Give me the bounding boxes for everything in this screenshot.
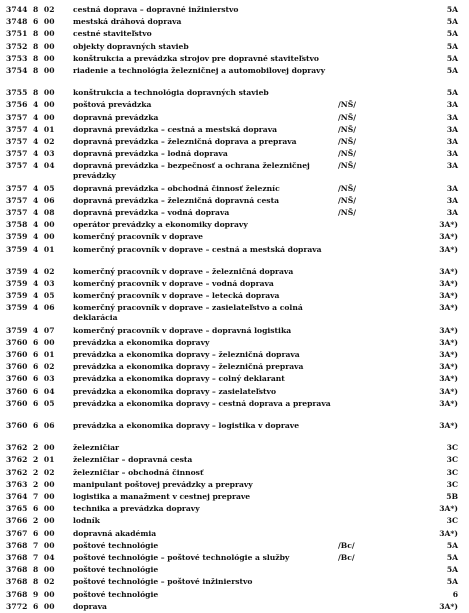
row-code: 3757 4 04 (6, 161, 55, 171)
table-row (0, 576, 469, 588)
row-category: 3A (446, 112, 458, 122)
row-name: komerčný pracovník v doprave – dopravná logistika (73, 325, 292, 335)
row-code: 3756 4 00 (6, 100, 55, 110)
row-category: 3C (446, 443, 458, 453)
row-code: 3757 4 00 (6, 112, 55, 122)
row-name: operátor prevádzky a ekonomiky dopravy (73, 220, 248, 230)
row-code: 3765 6 00 (6, 504, 55, 514)
table-row (0, 112, 469, 124)
row-name: poštové technológie (73, 565, 159, 575)
table-row (0, 28, 469, 40)
row-code: 3759 4 07 (6, 325, 55, 335)
table-row (0, 266, 469, 278)
row-note: /NŠ/ (338, 137, 356, 146)
row-code: 3744 8 02 (6, 5, 55, 14)
row-code: 3751 8 00 (6, 29, 55, 39)
table-row (0, 302, 469, 324)
table-row (0, 515, 469, 527)
table-row (0, 231, 469, 243)
table-row (0, 16, 469, 28)
row-name: konštrukcia a technológia dopravných stavieb (73, 88, 269, 98)
row-code: 3757 4 05 (6, 183, 55, 193)
row-category: 3A (446, 183, 458, 193)
row-code: 3760 6 00 (6, 337, 55, 347)
row-code: 3759 4 06 (6, 303, 55, 313)
row-category: 5A (446, 41, 458, 51)
row-name: cestná doprava – dopravné inžinierstvo (73, 5, 239, 14)
row-code: 3753 8 00 (6, 53, 55, 63)
table-row (0, 244, 469, 266)
row-code: 3760 6 06 (6, 421, 55, 430)
row-code: 3766 2 00 (6, 516, 55, 526)
table-row (0, 41, 469, 53)
row-name: dopravná prevádzka – obchodná činnosť železníc (73, 183, 280, 193)
table-row (0, 528, 469, 540)
table-row (0, 491, 469, 503)
row-category: 3A*) (439, 232, 458, 242)
table-row (0, 386, 469, 398)
row-note: /NŠ/ (338, 208, 356, 217)
row-category: 3A (446, 195, 458, 205)
table-row (0, 325, 469, 337)
row-code: 3759 4 01 (6, 244, 55, 254)
row-code: 3752 8 00 (6, 41, 55, 51)
row-category: 3A (446, 149, 458, 159)
row-name: dopravná prevádzka – železničná dopravná cesta (73, 195, 280, 205)
row-name: dopravná prevádzka (73, 112, 159, 122)
row-name: prevádzka a ekonomika dopravy – železničná doprava (73, 350, 300, 359)
row-code: 3754 8 00 (6, 66, 55, 75)
row-code: 3758 4 00 (6, 220, 55, 230)
row-code: 3764 7 00 (6, 492, 55, 501)
row-code: 3768 9 00 (6, 589, 55, 599)
row-code: 3772 6 00 (6, 601, 55, 611)
row-code: 3759 4 02 (6, 266, 55, 276)
table-row (0, 564, 469, 576)
row-code: 3762 2 00 (6, 443, 55, 453)
row-code: 3760 6 03 (6, 374, 55, 384)
table-row (0, 349, 469, 361)
row-category: 3A*) (439, 266, 458, 276)
row-category: 5A (446, 577, 458, 587)
row-code: 3760 6 01 (6, 350, 55, 359)
row-name: technika a prevádzka dopravy (73, 504, 200, 514)
row-code: 3759 4 05 (6, 291, 55, 301)
row-note: /NŠ/ (338, 161, 356, 171)
row-name: objekty dopravných stavieb (73, 41, 189, 51)
row-name: dopravná prevádzka – bezpečnosť a ochrana železničnej prevádzky (73, 161, 310, 180)
row-code: 3763 2 00 (6, 479, 55, 489)
row-code: 3759 4 00 (6, 232, 55, 242)
row-note: /NŠ/ (338, 195, 356, 205)
row-code: 3757 4 03 (6, 149, 55, 159)
row-category: 3C (446, 467, 458, 477)
row-note: /NŠ/ (338, 100, 356, 110)
row-category: 5A (446, 29, 458, 39)
row-category: 3C (446, 516, 458, 526)
row-name: prevádzka a ekonomika dopravy – zasielateľstvo (73, 386, 277, 396)
row-category: 3A*) (439, 362, 458, 372)
row-name: prevádzka a ekonomika dopravy – logistika v doprave (73, 421, 300, 430)
table-row (0, 124, 469, 136)
row-category: 3A*) (439, 325, 458, 335)
table-row (0, 183, 469, 195)
table-row (0, 278, 469, 290)
row-code: 3760 6 05 (6, 398, 55, 408)
table-row (0, 87, 469, 99)
table-row (0, 65, 469, 87)
row-name: komerčný pracovník v doprave – letecká doprava (73, 291, 280, 301)
table-row (0, 195, 469, 207)
table-row (0, 4, 469, 16)
row-category: 3A*) (439, 350, 458, 359)
row-category: 3A*) (439, 374, 458, 384)
row-category: 5A (446, 565, 458, 575)
row-name: prevádzka a ekonomika dopravy – colný deklarant (73, 374, 285, 384)
row-category: 3A (446, 161, 458, 171)
row-category: 3A (446, 124, 458, 134)
table-row (0, 290, 469, 302)
row-name: prevádzka a ekonomika dopravy – cestná doprava a preprava (73, 398, 331, 408)
table-row (0, 420, 469, 442)
row-name: doprava (73, 601, 107, 611)
table-row (0, 207, 469, 219)
row-category: 5A (446, 17, 458, 27)
table-row (0, 552, 469, 564)
table-row (0, 398, 469, 420)
row-code: 3757 4 08 (6, 208, 55, 217)
table-row (0, 540, 469, 552)
row-code: 3757 4 01 (6, 124, 55, 134)
row-code: 3768 8 02 (6, 577, 55, 587)
row-note: /NŠ/ (338, 124, 356, 134)
row-code: 3760 6 04 (6, 386, 55, 396)
row-category: 3A*) (439, 398, 458, 408)
row-category: 5A (446, 553, 458, 562)
row-name: dopravná akadémia (73, 528, 157, 538)
row-category: 3A*) (439, 528, 458, 538)
row-code: 3768 7 04 (6, 553, 55, 562)
row-note: /Bc/ (338, 553, 355, 562)
row-code: 3760 6 02 (6, 362, 55, 372)
row-note: /NŠ/ (338, 112, 356, 122)
row-category: 3A*) (439, 337, 458, 347)
table-row (0, 373, 469, 385)
row-name: poštové technológie – poštové inžinierstvo (73, 577, 253, 587)
table-row (0, 99, 469, 111)
row-name: dopravná prevádzka – vodná doprava (73, 208, 230, 217)
row-name: poštové technológie (73, 540, 159, 550)
row-category: 5A (446, 88, 458, 98)
row-name: dopravná prevádzka – cestná a mestská doprava (73, 124, 278, 134)
row-code: 3762 2 01 (6, 455, 55, 465)
row-note: /NŠ/ (338, 183, 356, 193)
row-code: 3757 4 02 (6, 137, 55, 146)
row-category: 5A (446, 5, 458, 14)
row-name: dopravná prevádzka – železničná doprava a preprava (73, 137, 297, 146)
row-category: 3C (446, 455, 458, 465)
row-code: 3748 6 00 (6, 17, 55, 27)
row-name: komerčný pracovník v doprave (73, 232, 203, 242)
row-name: železničiar – obchodná činnosť (73, 467, 204, 477)
table-row (0, 589, 469, 601)
row-name: prevádzka a ekonomika dopravy – železničná preprava (73, 362, 304, 372)
row-category: 6 (452, 589, 458, 599)
row-category: 3A*) (439, 291, 458, 301)
table-row (0, 467, 469, 479)
row-name: konštrukcia a prevádzka strojov pre dopravné staviteľstvo (73, 53, 319, 63)
row-name: poštové technológie (73, 589, 159, 599)
row-category: 3A (446, 208, 458, 217)
row-note: /NŠ/ (338, 149, 356, 159)
table-row (0, 479, 469, 491)
table-row (0, 148, 469, 160)
row-name: komerčný pracovník v doprave – vodná doprava (73, 279, 274, 288)
row-code: 3768 8 00 (6, 565, 55, 575)
row-name: dopravná prevádzka – lodná doprava (73, 149, 228, 159)
row-name: poštová prevádzka (73, 100, 152, 110)
table-row (0, 53, 469, 65)
row-category: 3A*) (439, 220, 458, 230)
table-row (0, 442, 469, 454)
table-row (0, 601, 469, 613)
row-category: 3C (446, 479, 458, 489)
row-code: 3768 7 00 (6, 540, 55, 550)
row-name: manipulant poštovej prevádzky a prepravy (73, 479, 253, 489)
row-name: komerčný pracovník v doprave – zasielateľstvo a colná deklarácia (73, 303, 303, 322)
row-name: komerčný pracovník v doprave – cestná a mestská doprava (73, 244, 322, 254)
row-name: prevádzka a ekonomika dopravy (73, 337, 210, 347)
row-name: železničiar (73, 443, 120, 453)
row-name: železničiar – dopravná cesta (73, 455, 193, 465)
row-category: 5A (446, 53, 458, 63)
row-category: 5A (446, 66, 458, 75)
row-name: logistika a manažment v cestnej preprave (73, 492, 251, 501)
row-category: 3A (446, 137, 458, 146)
row-name: cestné staviteľstvo (73, 29, 152, 39)
row-code: 3755 8 00 (6, 88, 55, 98)
row-code: 3767 6 00 (6, 528, 55, 538)
table-row (0, 503, 469, 515)
row-category: 3A (446, 100, 458, 110)
row-category: 3A*) (439, 421, 458, 430)
row-category: 3A*) (439, 279, 458, 288)
table-row (0, 361, 469, 373)
table-row (0, 136, 469, 148)
table-row (0, 160, 469, 182)
table-row (0, 219, 469, 231)
row-name: poštové technológie – poštové technológie a služby (73, 553, 290, 562)
table-row (0, 337, 469, 349)
row-name: riadenie a technológia železničnej a automobilovej dopravy (73, 66, 326, 75)
row-category: 3A*) (439, 244, 458, 254)
row-category: 5B (446, 492, 458, 501)
row-category: 5A (446, 540, 458, 550)
row-code: 3757 4 06 (6, 195, 55, 205)
row-category: 3A*) (439, 386, 458, 396)
table-row (0, 454, 469, 466)
row-name: mestská dráhová doprava (73, 17, 182, 27)
row-category: 3A*) (439, 504, 458, 514)
row-category: 3A*) (439, 303, 458, 313)
row-code: 3759 4 03 (6, 279, 55, 288)
row-name: komerčný pracovník v doprave – železničná doprava (73, 266, 294, 276)
row-name: lodník (73, 516, 100, 526)
row-category: 3A*) (439, 601, 458, 611)
row-code: 3762 2 02 (6, 467, 55, 477)
row-note: /Bc/ (338, 540, 355, 550)
